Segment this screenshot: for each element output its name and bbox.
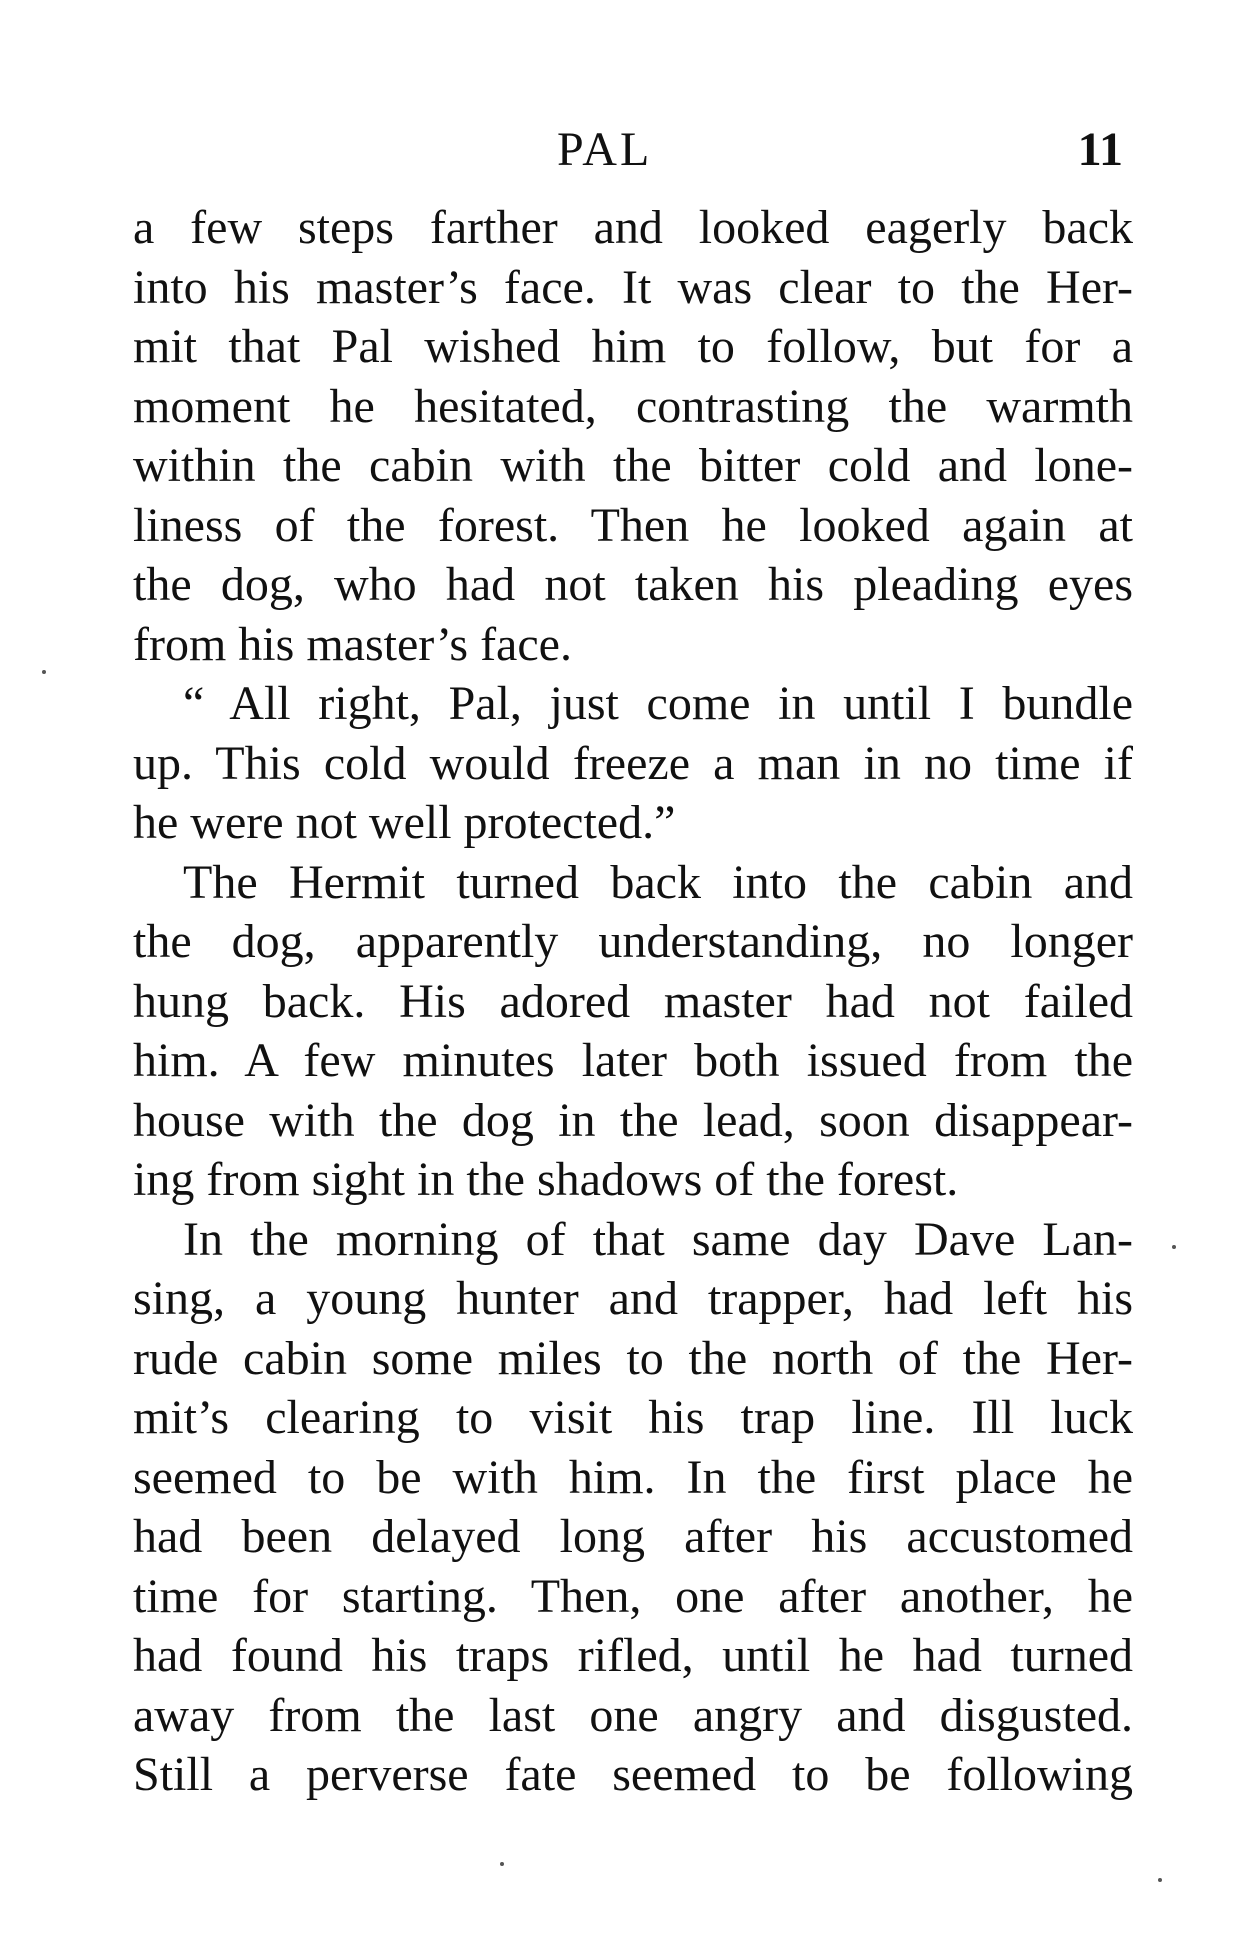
text-line: away from the last one angry and disgusted. bbox=[133, 1688, 1133, 1742]
text-line: seemed to be with him. In the first place he bbox=[133, 1450, 1133, 1504]
text-line: the dog, who had not taken his pleading eyes bbox=[133, 558, 1133, 611]
text-line: house with the dog in the lead, soon disappear- bbox=[133, 1093, 1133, 1147]
scan-speck bbox=[1158, 1878, 1162, 1882]
text-line: mit’s clearing to visit his trap line. Ill luck bbox=[133, 1391, 1133, 1444]
text-line: a few steps farther and looked eagerly back bbox=[133, 201, 1133, 254]
text-line: Still a perverse fate seemed to be following bbox=[133, 1748, 1133, 1801]
text-line: he were not well protected.” bbox=[133, 796, 676, 849]
scan-speck bbox=[1172, 1245, 1176, 1249]
text-line: time for starting. Then, one after another, he bbox=[133, 1569, 1133, 1623]
text-line: him. A few minutes later both issued from the bbox=[133, 1034, 1133, 1087]
text-line: into his master’s face. It was clear to the Her- bbox=[133, 260, 1133, 314]
text-line: sing, a young hunter and trapper, had left his bbox=[133, 1272, 1133, 1325]
text-line: The Hermit turned back into the cabin and bbox=[183, 855, 1133, 909]
text-line: mit that Pal wished him to follow, but for a bbox=[133, 320, 1133, 373]
text-line: up. This cold would freeze a man in no time if bbox=[133, 736, 1133, 790]
text-line: rude cabin some miles to the north of the Her- bbox=[133, 1331, 1133, 1385]
page-number: 11 bbox=[1077, 123, 1123, 176]
scan-speck bbox=[42, 670, 46, 674]
body-text bbox=[133, 198, 1133, 1805]
text-line: had found his traps rifled, until he had turned bbox=[133, 1629, 1133, 1682]
page-header bbox=[133, 122, 1133, 182]
text-line: hung back. His adored master had not failed bbox=[133, 974, 1133, 1028]
text-line: within the cabin with the bitter cold and lone- bbox=[133, 439, 1133, 492]
scan-speck bbox=[500, 1862, 504, 1866]
text-line: liness of the forest. Then he looked again at bbox=[133, 498, 1133, 552]
text-line: moment he hesitated, contrasting the warmth bbox=[133, 379, 1133, 433]
text-line: ing from sight in the shadows of the forest. bbox=[133, 1153, 959, 1206]
text-line: had been delayed long after his accustomed bbox=[133, 1510, 1133, 1563]
text-line: “ All right, Pal, just come in until I bundle bbox=[183, 677, 1133, 730]
text-line: In the morning of that same day Dave Lan- bbox=[183, 1212, 1133, 1266]
text-line: from his master’s face. bbox=[133, 617, 572, 671]
text-line: the dog, apparently understanding, no longer bbox=[133, 915, 1133, 968]
running-title: PAL bbox=[557, 123, 653, 176]
